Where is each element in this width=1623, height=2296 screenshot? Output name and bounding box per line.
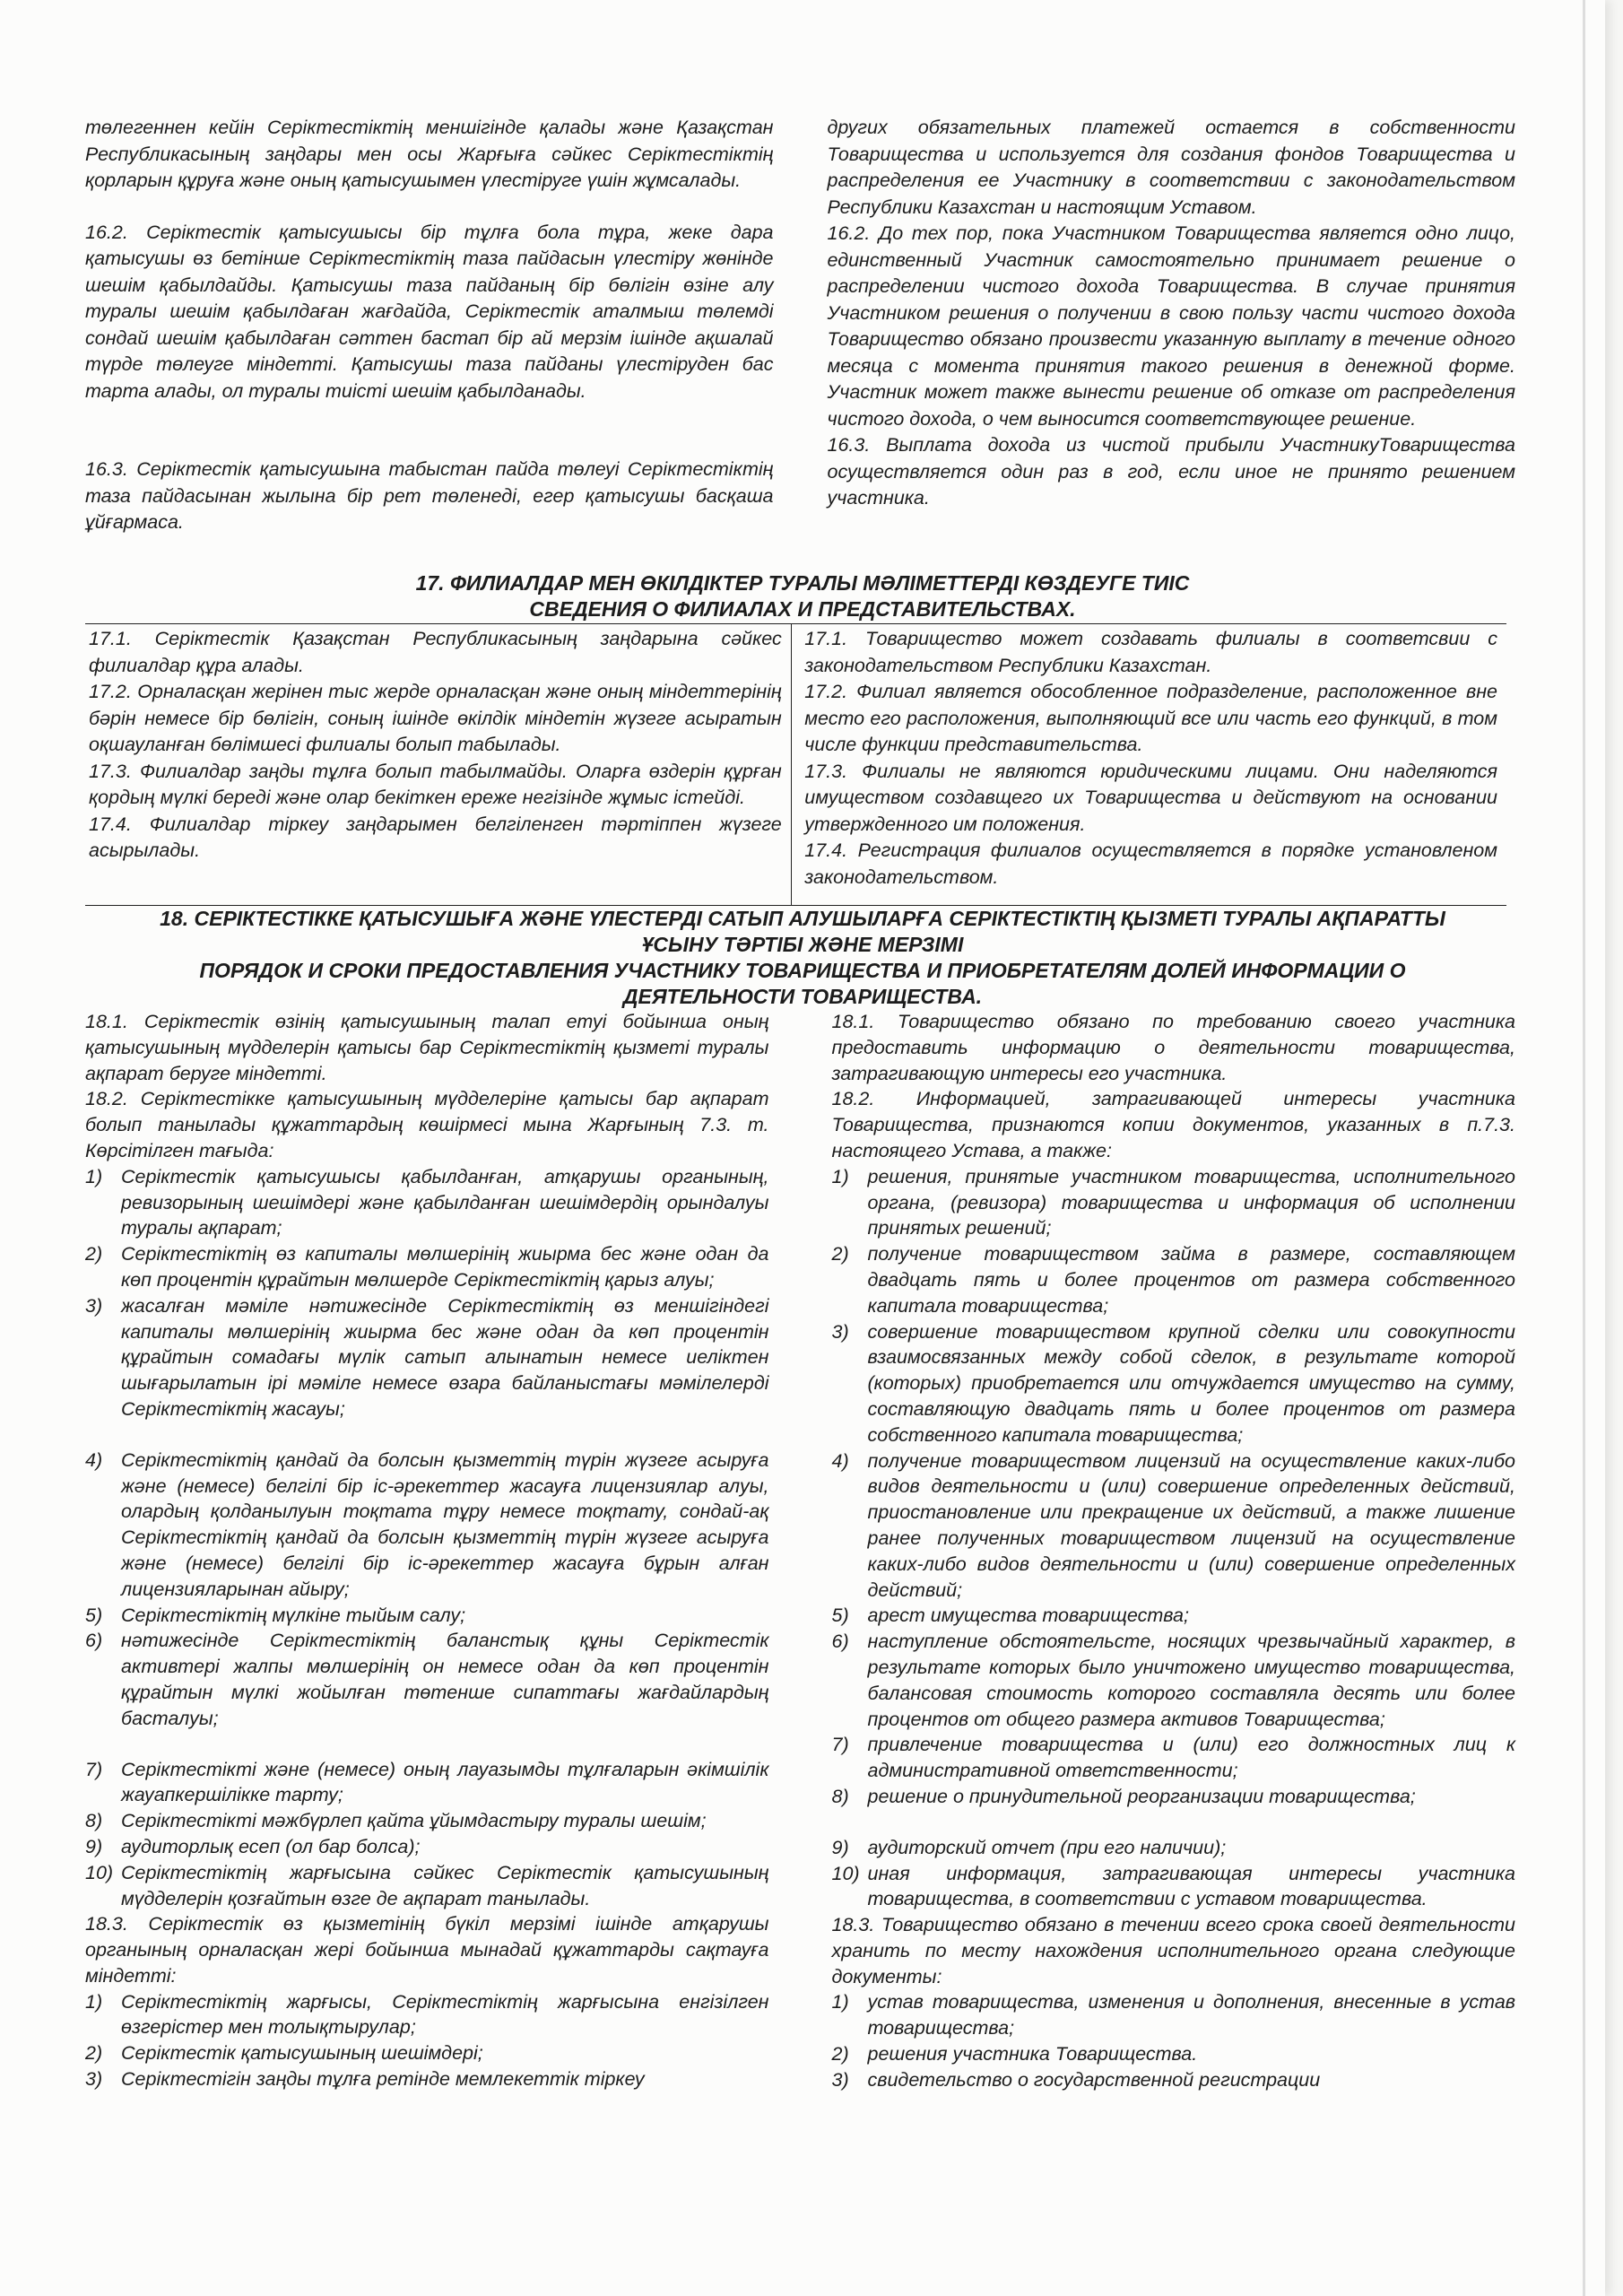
section-18-title-ru-2: ДЕЯТЕЛЬНОСТИ ТОВАРИЩЕСТВА. xyxy=(622,985,983,1008)
paragraph: 17.4. Регистрация филиалов осуществляется в порядке установленом законодательством. xyxy=(804,839,1497,888)
list-item: 3) совершение товариществом крупной сделки или совокупности взаимосвязанных между собой сделок, в результате которой (которых) приобретается или отчуждается имущество на сумму, составляющую двадцать пять и более процентов от размера собственного капитала товарищества; xyxy=(831,1320,1515,1446)
section-18-title-kz-1: 18. СЕРІКТЕСТІККЕ ҚАТЫСУШЫҒА ЖӘНЕ ҮЛЕСТЕРДІ САТЫП АЛУШЫЛАРҒА СЕРІКТЕСТІКТІҢ ҚЫЗМЕТІ ТУРАЛЫ АҚПАРАТТЫ xyxy=(160,907,1445,930)
paragraph: 16.2. До тех пор, пока Участником Товарищества является одно лицо, единственный Участник самостоятельно принимает решение о распределении чистого дохода Товарищества. В случае принятия Участником решения о получении в свою пользу части чистого дохода Товарищество обязано произвести указанную выплату в течение одного месяца с момента принятия такого решения в денежной форме. Участник может также вынести решение об отказе от распределения чистого дохода, о чем выносится соответствующее решение. xyxy=(827,222,1515,430)
section-18-title-ru-1: ПОРЯДОК И СРОКИ ПРЕДОСТАВЛЕНИЯ УЧАСТНИКУ ТОВАРИЩЕСТВА И ПРИОБРЕТАТЕЛЯМ ДОЛЕЙ ИНФОРМАЦИИ О xyxy=(199,959,1406,982)
section-16-kz-column xyxy=(85,115,774,563)
list-item: 9) аудиторский отчет (при его наличии); xyxy=(831,1836,1227,1858)
paragraph: 17.2. Орналасқан жерінен тыс жерде орналасқан және оның міндеттерінің бәрін немесе бір бөлігін, соның ішінде өкілдік міндетін жүзеге асыратын оқшауланған бөлімшесі филиалы болып табылады. xyxy=(89,681,782,755)
list-item: 8) Серіктестікті мәжбүрлеп қайта ұйымдастыру туралы шешім; xyxy=(85,1810,707,1832)
list-item: 3) Серіктестігін заңды тұлға ретінде мемлекеттік тіркеу xyxy=(85,2068,645,2091)
section-16 xyxy=(85,115,1515,563)
list-item: 10) Серіктестіктің жарғысына сәйкес Серіктестік қатысушының мүдделерін қозғайтын өзге де ақпарат танылады. xyxy=(85,1861,769,1909)
list-item: 5) арест имущества товарищества; xyxy=(831,1605,1189,1627)
list-item: 5) Серіктестіктің мүлкіне тыйым салу; xyxy=(85,1604,466,1626)
section-18 xyxy=(85,1009,1515,2184)
paragraph: 18.1. Товарищество обязано по требованию своего участника предоставить информацию о деятельности товарищества, затрагивающую интересы его участника. xyxy=(831,1011,1515,1084)
paragraph: 18.1. Серіктестік өзінің қатысушының талап етуі бойынша оның қатысушының мүдделерін қатысы бар Серіктестіктің қызметі туралы ақпарат беруге міндетті. xyxy=(85,1011,769,1084)
list-item: 7) привлечение товарищества и (или) его должностных лиц к административной ответственности; xyxy=(831,1734,1515,1782)
paragraph: 16.3. Выплата дохода из чистой прибыли УчастникуТоварищества осуществляется один раз в год, если иное не принято решением участника. xyxy=(827,434,1515,509)
section-17-heading xyxy=(85,570,1520,622)
list-item: 2) получение товариществом займа в размере, составляющем двадцать пять и более процентов от размера собственного капитала товарищества; xyxy=(831,1243,1515,1317)
list-item: 1) устав товарищества, изменения и дополнения, внесенные в устав товарищества; xyxy=(831,1991,1515,2039)
paragraph: 18.2. Серіктестікке қатысушының мүдделеріне қатысы бар ақпарат болып танылады құжаттардың көшірмесі мына Жарғының 7.3. т. Көрсітілген тағыда: xyxy=(85,1088,769,1161)
section-18-ru-column xyxy=(832,1009,1516,2184)
list-item: 8) решение о принудительной реорганизации товарищества; xyxy=(831,1785,1416,1807)
section-17-title-ru: СВЕДЕНИЯ О ФИЛИАЛАХ И ПРЕДСТАВИТЕЛЬСТВАХ. xyxy=(529,597,1076,621)
section-16-ru-column xyxy=(828,115,1516,563)
list-item: 7) Серіктестікті және (немесе) оның лауазымды тұлғаларын әкімшілік жауапкершілікке тарту; xyxy=(85,1758,769,1806)
paragraph: 17.1. Товарищество может создавать филиалы в соответсвии с законодательством Республики Казахстан. xyxy=(804,628,1497,676)
list-item: 1) решения, принятые участником товарищества, исполнительного органа, (ревизора) товарищества и информация об исполнении принятых решений; xyxy=(831,1165,1515,1239)
list-item: 10) иная информация, затрагивающая интересы участника товарищества, в соответствии с уставом товарищества. xyxy=(831,1862,1515,1910)
paragraph: других обязательных платежей остается в собственности Товарищества и используется для создания фондов Товарищества и распределения ее Участнику в соответствии с законодательством Республики Казахстан и настоящим Уставом. xyxy=(827,117,1515,218)
list-item: 3) свидетельство о государственной регистрации xyxy=(831,2068,1321,2091)
section-17-title-kz: 17. ФИЛИАЛДАР МЕН ӨКІЛДІКТЕР ТУРАЛЫ МӘЛІМЕТТЕРДІ КӨЗДЕУГЕ ТИІС xyxy=(415,571,1190,595)
paragraph: 17.3. Филиалы не являются юридическими лицами. Они наделяются имуществом создавщего их Товарищества и действуют на основании утвержденного им положения. xyxy=(804,760,1497,835)
section-17-table xyxy=(85,623,1506,906)
list-item: 6) наступление обстоятельсте, носящих чрезвычайный характер, в результате которых было уничтожено имущество товарищества, балансовая стоимость которого составляла десять или более процентов от общего размера активов Товарищества; xyxy=(831,1631,1515,1730)
page-edge xyxy=(1583,0,1585,2296)
paragraph: 18.2. Информацией, затрагивающей интересы участника Товарищества, признаются копии документов, указанных в п.7.3. настоящего Устава, а также: xyxy=(831,1088,1515,1161)
list-item: 1) Серіктестіктің жарғысы, Серіктестіктің жарғысына енгізілген өзгерістер мен толықтырулар; xyxy=(85,1990,769,2039)
list-item: 3) жасалған мәміле нәтижесінде Серіктестіктің өз меншігіндегі капиталы мөлшерінің жиырма бес және одан да көп процентін құрайтын сомадағы мүлік сатып алынатын немесе иеліктен шығарылатын ірі мәміле немесе өзара байланыстағы мәмілелерді Серіктестіктің жасауы; xyxy=(85,1294,769,1420)
list-item: 4) Серіктестіктің қандай да болсын қызметтің түрін жүзеге асыруға және (немесе) белгілі бір іс-әрекеттер жасауға лицензиялар алуы, олардың қолданылуын тоқтата тұру немесе тоқтату, сондай-ақ Серіктестіктің қандай да болсын қызметтің түрін жүзеге асыруға және (немесе) белгілі бір іс-әрекеттер жасауға бұрын алған лицензияларынан айыру; xyxy=(85,1448,769,1600)
list-item: 6) нәтижесінде Серіктестіктің баланстық құны Серіктестік активтері жалпы мөлшерінің он немесе одан да көп процентін құрайтын мүлкі жойылған төтенше сипаттағы жағдайлардың басталуы; xyxy=(85,1630,769,1729)
paragraph: 16.2. Серіктестік қатысушысы бір тұлға бола тұра, жеке дара қатысушы өз бетінше Серіктестіктің таза пайдасын үлестіру жөнінде шешім қабылдайды. Қатысушы таза пайданың бір бөлігін өзіне алу туралы шешім қабылдаған жағдайда, Серіктестік аталмыш төлемді сондай шешім қабылдаған сәттен бастап бір ай мерзім ішінде ақшалай түрде төлеуге міндетті. Қатысушы таза пайданы үлестіруден бас тарта алады, ол туралы тиісті шешім қабылданады. xyxy=(85,221,774,402)
paragraph: 17.4. Филиалдар тіркеу заңдарымен белгіленген тәртіппен жүзеге асырылады. xyxy=(89,813,782,861)
list-item: 9) аудиторлық есеп (ол бар болса); xyxy=(85,1835,421,1857)
paragraph: 17.2. Филиал является обособленное подразделение, расположенное вне место его расположения, выполняющий все или часть его функций, в том числе функции представительства. xyxy=(804,681,1497,755)
section-18-title-kz-2: ҰСЫНУ ТӘРТІБІ ЖӘНЕ МЕРЗІМІ xyxy=(641,933,964,956)
paragraph: төлегеннен кейін Серіктестіктің меншігінде қалады және Қазақстан Республикасының заңдары мен осы Жарғыға сәйкес Серіктестіктің қорларын құруға және оның қатысушымен үлестіруге үшін жұмсалады. xyxy=(85,117,774,191)
section-18-kz-column xyxy=(85,1009,769,2184)
paragraph: 17.3. Филиалдар заңды тұлға болып табылмайды. Оларға өздерін құрған қордың мүлкі береді және олар бекіткен ереже негізінде жұмыс істейді. xyxy=(89,760,782,808)
list-item: 1) Серіктестік қатысушысы қабылданған, атқарушы органының, ревизорының шешімдері және қабылданған шешімдердің орындалуы туралы ақпарат; xyxy=(85,1165,769,1239)
section-18-heading xyxy=(85,906,1520,1010)
paragraph: 18.3. Серіктестік өз қызметінің бүкіл мерзімі ішінде атқарушы органының орналасқан жері бойынша мынадай құжаттарды сақтауға міндетті: xyxy=(85,1913,769,1987)
list-item: 2) Серіктестіктің өз капиталы мөлшерінің жиырма бес және одан да көп процентін құрайтын мөлшерде Серіктестіктің қарыз алуы; xyxy=(85,1243,769,1291)
list-item: 2) решения участника Товарищества. xyxy=(831,2043,1198,2066)
section-17-kz-column xyxy=(85,624,791,905)
paragraph: 16.3. Серіктестік қатысушына табыстан пайда төлеуі Серіктестіктің таза пайдасынан жылына бір рет төленеді, егер қатысушы басқаша ұйғармаса. xyxy=(85,458,774,533)
list-item: 4) получение товариществом лицензий на осуществление каких-либо видов деятельности и (или) совершение определенных действий, приостановление или прекращение их действий, а также лишение ранее полученных товариществом лицензий на осуществление каких-либо видов деятельности и (или) совершение определенных действий; xyxy=(831,1449,1515,1601)
paragraph: 18.3. Товарищество обязано в течении всего срока своей деятельности хранить по месту нахождения исполнительного органа следующие документы: xyxy=(831,1914,1515,1987)
list-item: 2) Серіктестік қатысушының шешімдері; xyxy=(85,2042,483,2065)
paragraph: 17.1. Серіктестік Қазақстан Республикасының заңдарына сәйкес филиалдар құра алады. xyxy=(89,628,782,676)
section-17-ru-column xyxy=(792,624,1506,905)
